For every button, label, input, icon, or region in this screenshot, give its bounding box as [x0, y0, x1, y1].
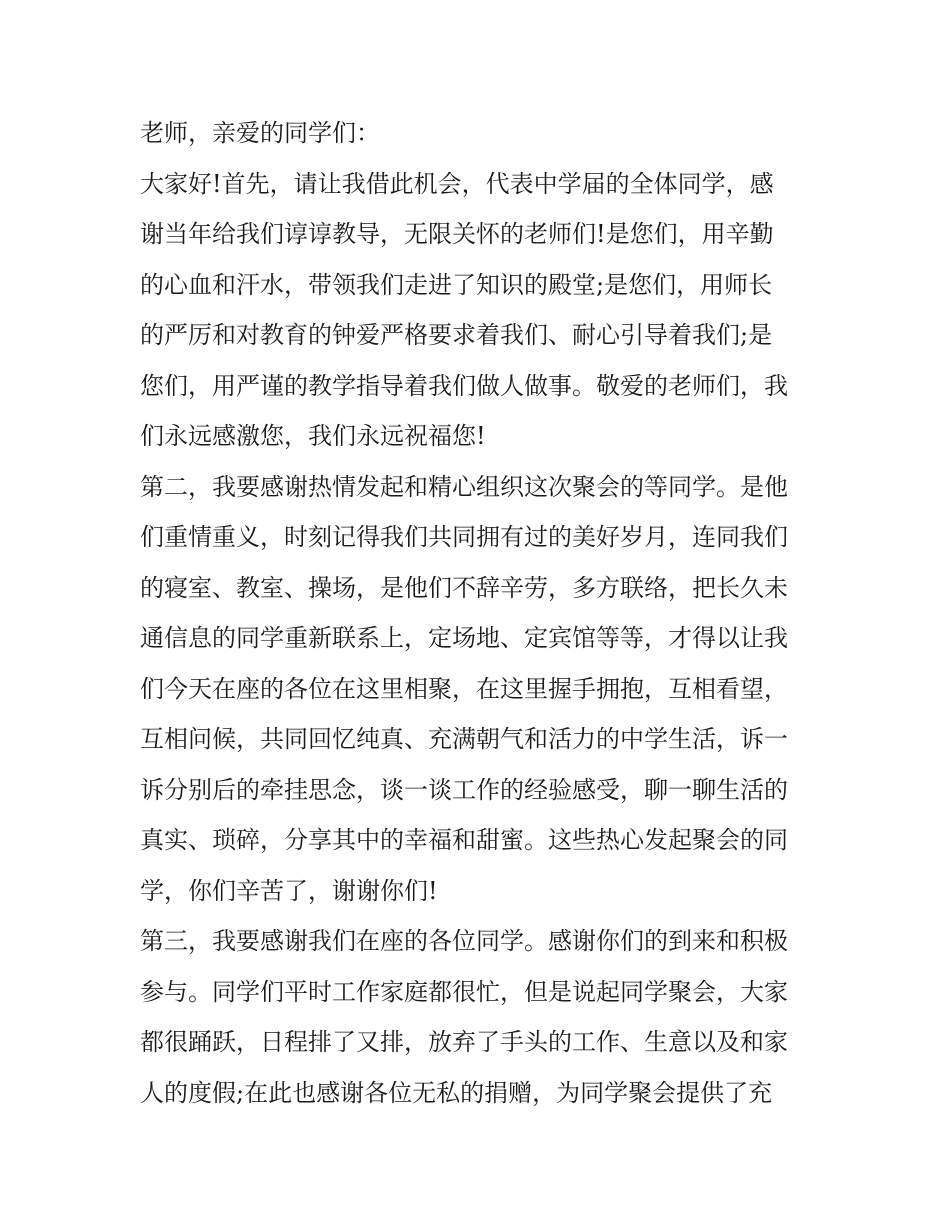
text-line: 们重情重义，时刻记得我们共同拥有过的美好岁月，连同我们 [140, 523, 788, 551]
text-line: 第三，我要感谢我们在座的各位同学。感谢你们的到来和积极 [140, 927, 788, 955]
text-line-salutation: 老师，亲爱的同学们： [140, 119, 380, 147]
text-line: 您们，用严谨的教学指导着我们做人做事。敬爱的老师们，我 [140, 371, 788, 400]
text-line: 大家好!首先，请让我借此机会，代表中学届的全体同学，感 [140, 169, 774, 198]
text-line: 真实、琐碎，分享其中的幸福和甜蜜。这些热心发起聚会的同 [140, 826, 788, 854]
text-line: 诉分别后的牵挂思念，谈一谈工作的经验感受，聊一聊生活的 [140, 775, 788, 804]
text-line: 的严厉和对教育的钟爱严格要求着我们、耐心引导着我们;是 [140, 321, 773, 349]
text-line: 们今天在座的各位在这里相聚，在这里握手拥抱，互相看望， [140, 674, 788, 703]
text-line: 参与。同学们平时工作家庭都很忙，但是说起同学聚会，大家 [140, 977, 788, 1006]
text-line: 学，你们辛苦了，谢谢你们! [140, 876, 438, 905]
text-line: 通信息的同学重新联系上，定场地、定宾馆等等，才得以让我 [140, 624, 788, 652]
text-line: 人的度假;在此也感谢各位无私的捐赠，为同学聚会提供了充 [140, 1078, 773, 1107]
text-line: 的心血和汗水，带领我们走进了知识的殿堂;是您们，用师长 [140, 270, 773, 299]
text-line: 互相问候，共同回忆纯真、充满朝气和活力的中学生活，诉一 [140, 725, 788, 753]
text-line: 们永远感激您，我们永远祝福您! [140, 422, 486, 450]
speech-text-block [140, 108, 820, 1118]
text-line: 谢当年给我们谆谆教导，无限关怀的老师们!是您们，用辛勤 [140, 220, 774, 248]
text-line: 的寝室、教室、操场，是他们不辞辛劳，多方联络，把长久未 [140, 573, 788, 602]
text-line: 都很踊跃，日程排了又排，放弃了手头的工作、生意以及和家 [140, 1028, 788, 1056]
text-line: 第二，我要感谢热情发起和精心组织这次聚会的等同学。是他 [140, 472, 788, 501]
